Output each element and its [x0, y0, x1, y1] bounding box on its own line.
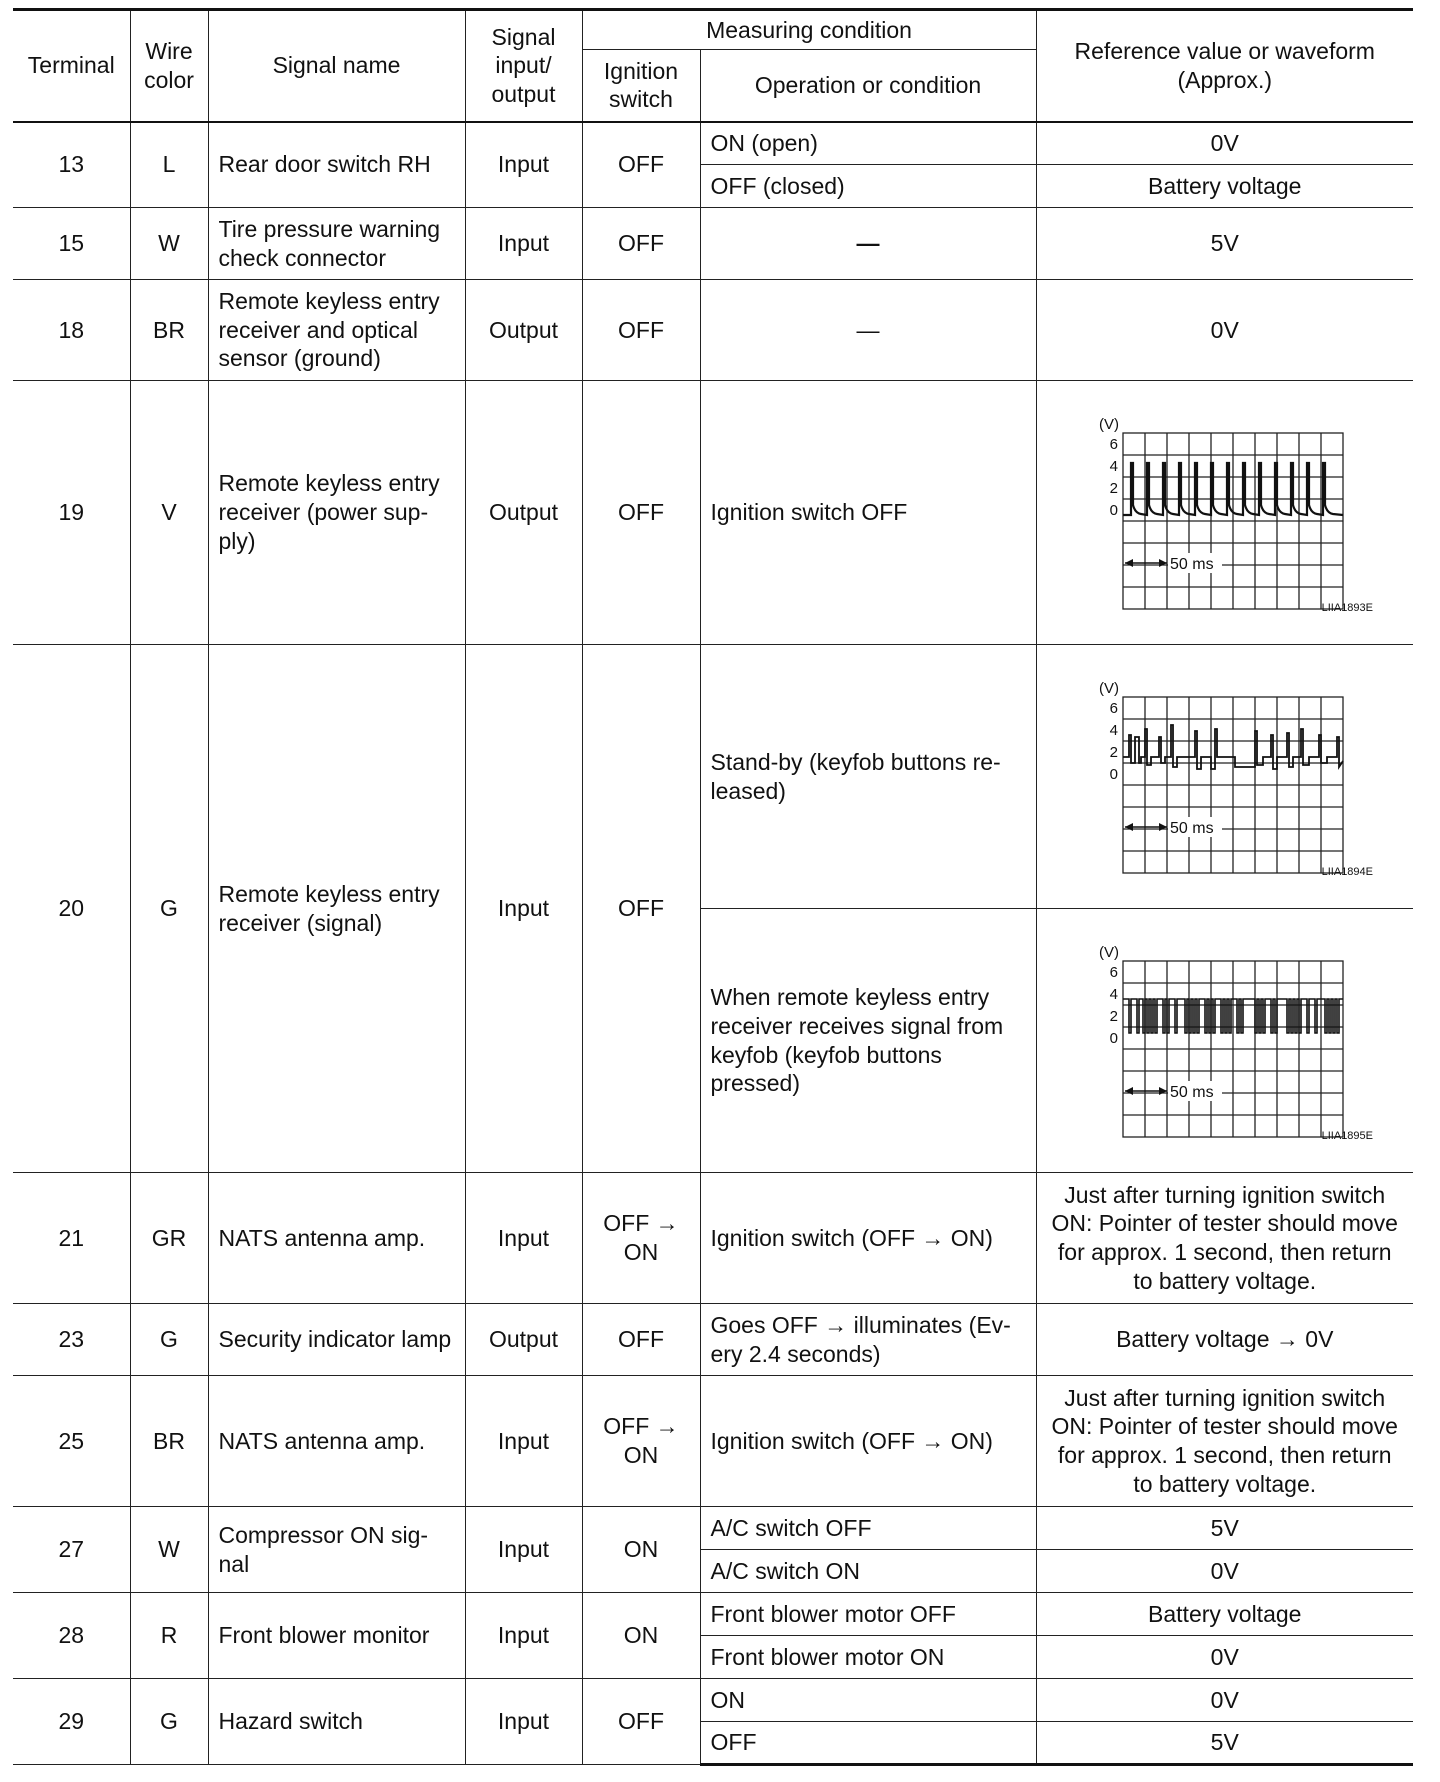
terminal-cell: 25: [13, 1376, 130, 1507]
condition-cell: A/C switch ON: [700, 1550, 1036, 1593]
table-row: [13, 208, 1413, 280]
header-ignition-switch: Ignition switch: [582, 50, 700, 122]
condition-cell: OFF: [700, 1722, 1036, 1765]
terminal-cell: 28: [13, 1593, 130, 1679]
header-terminal: Terminal: [13, 10, 130, 122]
wire-color-cell: L: [130, 122, 208, 208]
waveform-cell: [1036, 909, 1413, 1173]
table-row: [13, 1376, 1413, 1507]
table-row: [13, 1304, 1413, 1376]
ignition-cell: OFF: [582, 645, 700, 1173]
value-cell: Battery voltage: [1036, 1593, 1413, 1636]
header-operation: Operation or condition: [700, 50, 1036, 122]
waveform-y-tick: 0: [1109, 765, 1118, 783]
waveform-y-tick: 2: [1109, 743, 1118, 761]
value-cell: 0V: [1036, 1679, 1413, 1722]
wire-color-cell: R: [130, 1593, 208, 1679]
wire-color-cell: GR: [130, 1173, 208, 1304]
ignition-cell: OFF: [582, 122, 700, 208]
value-cell: Just after turning ignition switch ON: Pointer of tester should move for approx. 1 second, then return to battery voltage.: [1036, 1376, 1413, 1507]
signal-io-cell: Input: [465, 208, 582, 280]
header-reference-value: Reference value or waveform (Approx.): [1036, 10, 1413, 122]
header-measuring-condition: Measuring condition: [582, 10, 1036, 50]
signal-name-cell: Tire pressure warning check connector: [208, 208, 465, 280]
waveform-y-tick: 4: [1109, 985, 1118, 1003]
value-cell: Battery voltage: [1036, 165, 1413, 208]
signal-name-cell: Front blower monitor: [208, 1593, 465, 1679]
ignition-cell: ON: [582, 1593, 700, 1679]
value-cell: 0V: [1036, 1636, 1413, 1679]
waveform-y-tick: 6: [1109, 435, 1118, 453]
condition-cell: Goes OFF → illuminates (Ev-ery 2.4 seconds): [700, 1304, 1036, 1376]
condition-cell: —: [700, 208, 1036, 280]
waveform-unit-label: (V): [1098, 415, 1119, 433]
condition-cell: When remote keyless entry receiver receives signal from keyfob (keyfob buttons pressed): [700, 909, 1036, 1173]
condition-cell: OFF (closed): [700, 165, 1036, 208]
waveform-chart-19: [1075, 413, 1375, 613]
signal-name-cell: Hazard switch: [208, 1679, 465, 1765]
waveform-y-tick: 4: [1109, 457, 1118, 475]
signal-io-cell: Input: [465, 122, 582, 208]
value-cell: 5V: [1036, 208, 1413, 280]
terminal-cell: 27: [13, 1507, 130, 1593]
wire-color-cell: W: [130, 1507, 208, 1593]
figure-code: LIIA1894E: [1321, 865, 1373, 877]
wire-color-cell: G: [130, 1304, 208, 1376]
waveform-unit-label: (V): [1098, 679, 1119, 697]
waveform-cell: [1036, 381, 1413, 645]
wire-color-cell: BR: [130, 280, 208, 381]
signal-name-cell: NATS antenna amp.: [208, 1173, 465, 1304]
signal-name-cell: Compressor ON sig-nal: [208, 1507, 465, 1593]
condition-cell: Ignition switch (OFF → ON): [700, 1376, 1036, 1507]
waveform-y-tick: 4: [1109, 721, 1118, 739]
condition-cell: ON (open): [700, 122, 1036, 165]
waveform-grid: [1123, 961, 1343, 1137]
signal-name-cell: Security indicator lamp: [208, 1304, 465, 1376]
figure-code: LIIA1895E: [1321, 1129, 1373, 1141]
signal-io-cell: Output: [465, 1304, 582, 1376]
condition-cell: A/C switch OFF: [700, 1507, 1036, 1550]
terminal-spec-sheet: [13, 8, 1413, 1766]
waveform-cell: [1036, 645, 1413, 909]
value-cell: Battery voltage → 0V: [1036, 1304, 1413, 1376]
terminal-cell: 23: [13, 1304, 130, 1376]
header-wire-color: Wire color: [130, 10, 208, 122]
wire-color-cell: G: [130, 1679, 208, 1765]
time-scale-marker: [1125, 553, 1222, 573]
ignition-cell: OFF: [582, 208, 700, 280]
value-cell: 0V: [1036, 122, 1413, 165]
signal-io-cell: Input: [465, 1507, 582, 1593]
terminal-cell: 20: [13, 645, 130, 1173]
table-row: [13, 122, 1413, 165]
ignition-cell: OFF: [582, 1304, 700, 1376]
signal-io-cell: Input: [465, 1376, 582, 1507]
waveform-chart-20-standby: [1075, 677, 1375, 877]
header-signal-io: Signal input/ output: [465, 10, 582, 122]
signal-io-cell: Input: [465, 645, 582, 1173]
condition-cell: ON: [700, 1679, 1036, 1722]
table-row: [13, 1593, 1413, 1636]
signal-name-cell: Remote keyless entry receiver (signal): [208, 645, 465, 1173]
wire-color-cell: W: [130, 208, 208, 280]
wire-color-cell: BR: [130, 1376, 208, 1507]
signal-io-cell: Output: [465, 280, 582, 381]
signal-name-cell: Remote keyless entry receiver (power sup-ply): [208, 381, 465, 645]
terminal-cell: 21: [13, 1173, 130, 1304]
condition-cell: Front blower motor OFF: [700, 1593, 1036, 1636]
signal-io-cell: Input: [465, 1593, 582, 1679]
condition-cell: Stand-by (keyfob buttons re-leased): [700, 645, 1036, 909]
time-scale-marker: [1125, 1081, 1222, 1101]
value-cell: 5V: [1036, 1507, 1413, 1550]
waveform-unit-label: (V): [1098, 943, 1119, 961]
time-scale-marker: [1125, 817, 1222, 837]
time-scale-label: 50 ms: [1169, 819, 1214, 837]
waveform-y-tick: 0: [1109, 1029, 1118, 1047]
ignition-cell: OFF: [582, 1679, 700, 1765]
value-cell: 0V: [1036, 1550, 1413, 1593]
terminal-cell: 29: [13, 1679, 130, 1765]
terminal-cell: 13: [13, 122, 130, 208]
time-scale-label: 50 ms: [1169, 555, 1214, 573]
wire-color-cell: G: [130, 645, 208, 1173]
waveform-y-tick: 6: [1109, 963, 1118, 981]
condition-cell: Ignition switch OFF: [700, 381, 1036, 645]
condition-cell: Front blower motor ON: [700, 1636, 1036, 1679]
condition-cell: —: [700, 280, 1036, 381]
terminal-cell: 19: [13, 381, 130, 645]
waveform-grid: [1123, 433, 1343, 609]
table-row: [13, 1679, 1413, 1722]
signal-io-cell: Input: [465, 1173, 582, 1304]
header-signal-name: Signal name: [208, 10, 465, 122]
table-row: [13, 645, 1413, 909]
ignition-cell: OFF: [582, 381, 700, 645]
wire-color-cell: V: [130, 381, 208, 645]
waveform-y-tick: 6: [1109, 699, 1118, 717]
waveform-grid: [1123, 697, 1343, 873]
condition-cell: Ignition switch (OFF → ON): [700, 1173, 1036, 1304]
signal-name-cell: NATS antenna amp.: [208, 1376, 465, 1507]
value-cell: 5V: [1036, 1722, 1413, 1765]
signal-io-cell: Input: [465, 1679, 582, 1765]
table-row: [13, 1173, 1413, 1304]
time-scale-label: 50 ms: [1169, 1083, 1214, 1101]
ignition-cell: OFF: [582, 280, 700, 381]
waveform-y-tick: 0: [1109, 501, 1118, 519]
terminal-spec-table: [13, 8, 1413, 1766]
waveform-y-tick: 2: [1109, 1007, 1118, 1025]
value-cell: 0V: [1036, 280, 1413, 381]
ignition-cell: OFF → ON: [582, 1173, 700, 1304]
ignition-cell: OFF → ON: [582, 1376, 700, 1507]
table-row: [13, 381, 1413, 645]
terminal-cell: 18: [13, 280, 130, 381]
value-cell: Just after turning ignition switch ON: Pointer of tester should move for approx. 1 second, then return to battery voltage.: [1036, 1173, 1413, 1304]
signal-io-cell: Output: [465, 381, 582, 645]
signal-name-cell: Rear door switch RH: [208, 122, 465, 208]
waveform-y-tick: 2: [1109, 479, 1118, 497]
table-row: [13, 1507, 1413, 1550]
ignition-cell: ON: [582, 1507, 700, 1593]
waveform-chart-20-pressed: [1075, 941, 1375, 1141]
table-row: [13, 280, 1413, 381]
terminal-cell: 15: [13, 208, 130, 280]
figure-code: LIIA1893E: [1321, 601, 1373, 613]
signal-name-cell: Remote keyless entry receiver and optical sensor (ground): [208, 280, 465, 381]
